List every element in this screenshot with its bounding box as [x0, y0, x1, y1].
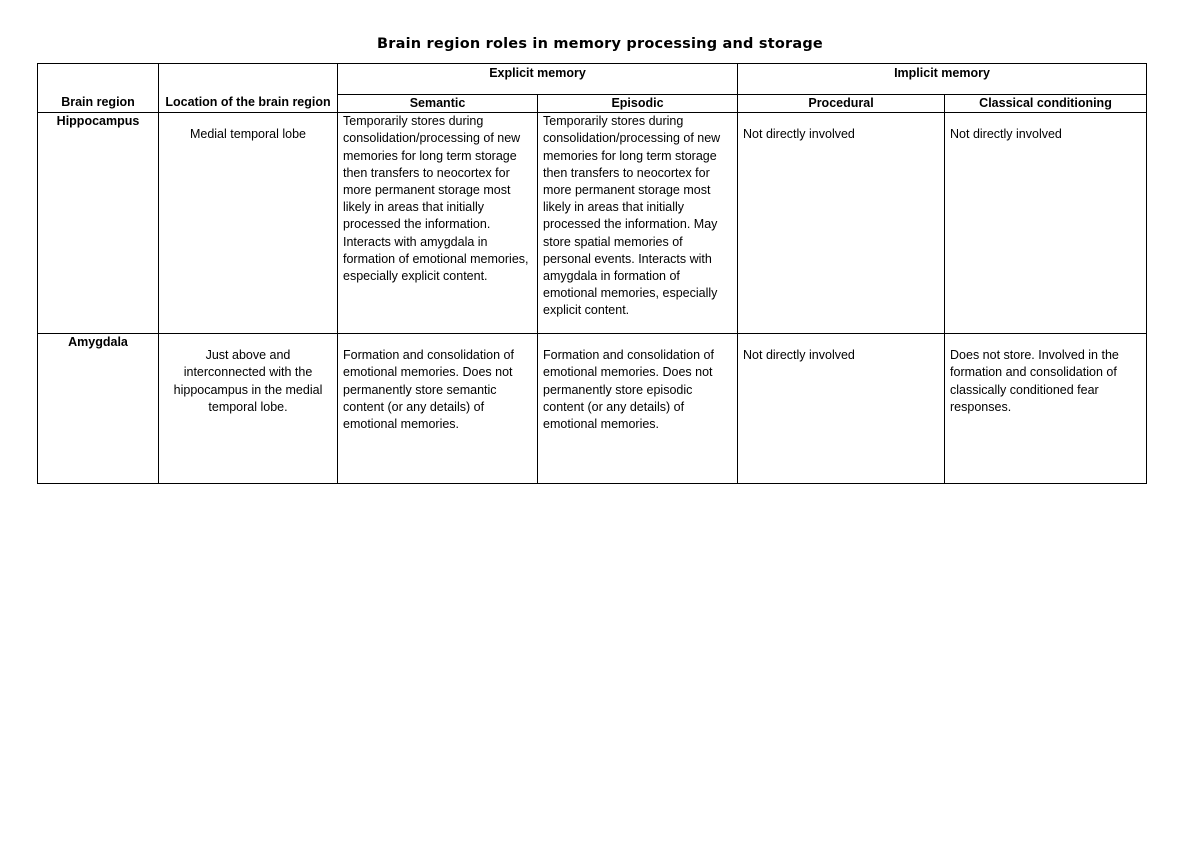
header-row-groups: [38, 64, 1147, 95]
table-row: [38, 113, 1147, 334]
cell-location: Medial temporal lobe: [159, 113, 338, 334]
cell-region: Hippocampus: [38, 113, 159, 334]
document-title: Brain region roles in memory processing and storage: [377, 36, 823, 52]
header-procedural: Procedural: [738, 95, 945, 113]
cell-semantic: Temporarily stores during consolidation/processing of new memories for long term storage then transfers to neocortex for more permanent storage most likely in areas that initially processed the information. Interacts with amygdala in formation of emotional memories, especially explicit content.: [338, 113, 538, 334]
header-classical-conditioning: Classical conditioning: [945, 95, 1147, 113]
cell-episodic: Temporarily stores during consolidation/processing of new memories for long term storage then transfers to neocortex for more permanent storage most likely in areas that initially processed the information. May store spatial memories of personal events. Interacts with amygdala in formation of emotional memories, especially explicit content.: [538, 113, 738, 334]
cell-procedural: Not directly involved: [738, 334, 945, 484]
cell-classical-conditioning: Does not store. Involved in the formation and consolidation of classically conditioned fear responses.: [945, 334, 1147, 484]
cell-classical-conditioning: Not directly involved: [945, 113, 1147, 334]
cell-location: Just above and interconnected with the hippocampus in the medial temporal lobe.: [159, 334, 338, 484]
header-semantic: Semantic: [338, 95, 538, 113]
cell-semantic: Formation and consolidation of emotional memories. Does not permanently store semantic content (or any details) of emotional memories.: [338, 334, 538, 484]
header-location: Location of the brain region: [159, 64, 338, 113]
header-implicit-memory: Implicit memory: [738, 64, 1147, 95]
cell-procedural: Not directly involved: [738, 113, 945, 334]
memory-table: [37, 63, 1147, 484]
header-brain-region: Brain region: [38, 64, 159, 113]
cell-region: Amygdala: [38, 334, 159, 484]
table-row: [38, 334, 1147, 484]
cell-episodic: Formation and consolidation of emotional memories. Does not permanently store episodic content (or any details) of emotional memories.: [538, 334, 738, 484]
header-explicit-memory: Explicit memory: [338, 64, 738, 95]
header-episodic: Episodic: [538, 95, 738, 113]
